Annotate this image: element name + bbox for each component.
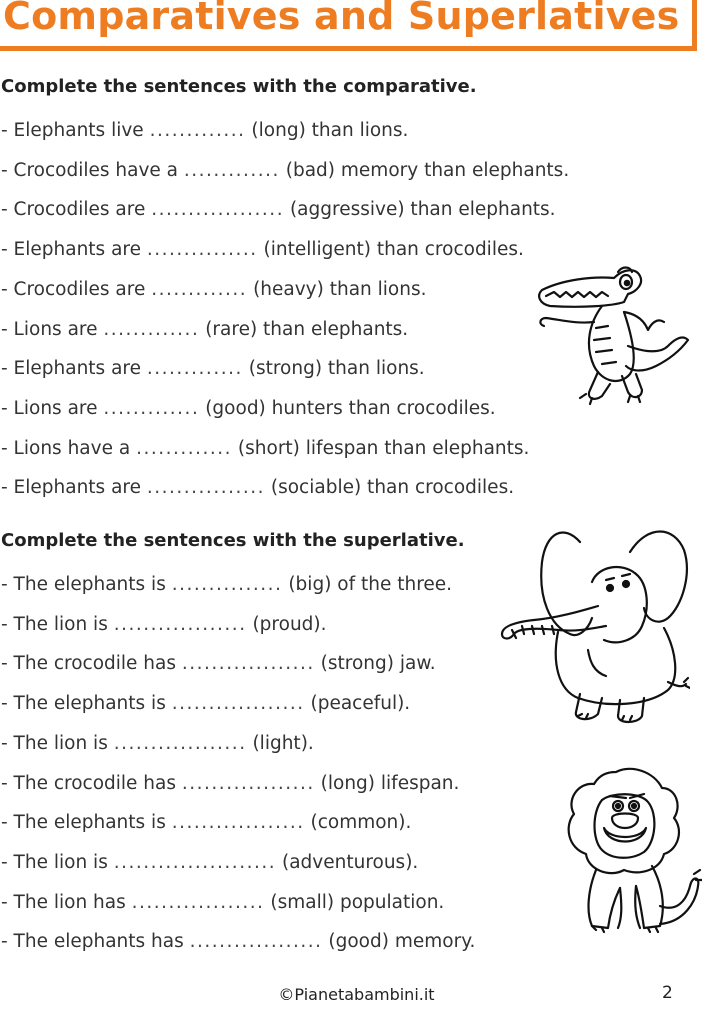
sentence-end: (long) lifespan. — [320, 772, 460, 794]
answer-blank[interactable]: ............. — [146, 358, 243, 380]
lion-illustration — [556, 766, 702, 934]
exercise-sentence — [1, 691, 410, 717]
sentence-start: - Elephants are — [1, 239, 141, 261]
sentence-start: - The lion is — [1, 613, 108, 635]
sentence-end: (bad) memory than elephants. — [285, 159, 570, 181]
sentence-end: (rare) than elephants. — [205, 318, 409, 340]
sentence-start: - The crocodile has — [1, 772, 177, 794]
sentence-end: (proud). — [252, 613, 327, 635]
answer-blank[interactable]: .................. — [171, 693, 305, 715]
answer-blank[interactable]: ............. — [183, 159, 280, 181]
sentence-end: (good) hunters than crocodiles. — [205, 397, 496, 419]
sentence-start: - The crocodile has — [1, 653, 177, 675]
answer-blank[interactable]: .................. — [151, 199, 285, 221]
sentence-start: - The elephants is — [1, 693, 166, 715]
sentence-end: (small) population. — [270, 891, 445, 913]
exercise-sentence — [1, 850, 418, 876]
answer-blank[interactable]: .................. — [113, 732, 247, 754]
answer-blank[interactable]: .................. — [171, 812, 305, 834]
sentence-start: - Crocodiles have a — [1, 159, 179, 181]
exercise-sentence — [1, 810, 411, 836]
sentence-start: - The lion has — [1, 891, 126, 913]
answer-blank[interactable]: .................. — [131, 891, 265, 913]
exercise-sentence — [1, 197, 556, 223]
answer-blank[interactable]: ............... — [171, 574, 283, 595]
crocodile-illustration — [532, 262, 694, 408]
answer-blank[interactable]: ............. — [136, 437, 233, 459]
sentence-end: (intelligent) than crocodiles. — [263, 239, 524, 261]
answer-blank[interactable]: .................. — [113, 613, 247, 635]
sentence-end: (sociable) than crocodiles. — [270, 477, 515, 499]
exercise-sentence — [1, 237, 524, 263]
sentence-start: - The elephants has — [1, 931, 184, 953]
answer-blank[interactable]: ...................... — [113, 851, 277, 873]
exercise-sentence — [1, 929, 475, 955]
sentence-end: (short) lifespan than elephants. — [237, 437, 530, 459]
answer-blank[interactable]: .................. — [181, 772, 315, 794]
answer-blank[interactable]: ............. — [103, 397, 200, 419]
sentence-start: - Lions are — [1, 397, 98, 419]
exercise-sentence — [1, 771, 459, 797]
sentence-end: (long) than lions. — [251, 120, 409, 141]
sentence-start: - Lions have a — [1, 437, 131, 459]
comparative-heading: Complete the sentences with the comparative. — [1, 76, 477, 97]
exercise-sentence — [1, 890, 444, 916]
exercise-sentence — [1, 396, 496, 422]
answer-blank[interactable]: ............. — [149, 120, 246, 141]
superlative-heading: Complete the sentences with the superlative. — [1, 530, 465, 551]
page-number: 2 — [662, 983, 673, 1003]
sentence-start: - Crocodiles are — [1, 278, 146, 300]
title-banner — [0, 0, 697, 51]
sentence-end: (common). — [310, 812, 412, 834]
sentence-start: - The lion is — [1, 851, 108, 873]
exercise-sentence — [1, 118, 408, 144]
exercise-sentence — [1, 277, 426, 303]
exercise-sentence — [1, 612, 327, 638]
answer-blank[interactable]: .................. — [181, 653, 315, 675]
page-title: Comparatives and Superlatives — [3, 0, 680, 38]
sentence-start: - The elephants is — [1, 574, 166, 595]
sentence-start: - Lions are — [1, 318, 98, 340]
copyright-footer: ©Pianetabambini.it — [278, 985, 435, 1004]
exercise-sentence — [1, 436, 529, 462]
sentence-start: - Elephants are — [1, 477, 141, 499]
answer-blank[interactable]: ............... — [146, 239, 258, 261]
sentence-end: (big) of the three. — [288, 574, 453, 595]
elephant-illustration — [498, 522, 690, 726]
sentence-end: (strong) than lions. — [248, 358, 425, 380]
sentence-start: - The elephants is — [1, 812, 166, 834]
answer-blank[interactable]: ............. — [103, 318, 200, 340]
sentence-start: - Elephants live — [1, 120, 144, 141]
sentence-end: (strong) jaw. — [320, 653, 436, 675]
exercise-sentence — [1, 356, 425, 382]
exercise-sentence — [1, 158, 569, 184]
sentence-end: (adventurous). — [281, 851, 419, 873]
exercise-sentence — [1, 475, 514, 501]
sentence-start: - Elephants are — [1, 358, 141, 380]
answer-blank[interactable]: ............. — [151, 278, 248, 300]
sentence-end: (peaceful). — [310, 693, 411, 715]
sentence-start: - Crocodiles are — [1, 199, 146, 221]
exercise-sentence — [1, 651, 436, 677]
answer-blank[interactable]: .................. — [189, 931, 323, 953]
exercise-sentence — [1, 731, 314, 757]
sentence-end: (heavy) than lions. — [253, 278, 427, 300]
exercise-sentence — [1, 572, 452, 598]
sentence-end: (light). — [252, 732, 314, 754]
sentence-end: (good) memory. — [328, 931, 476, 953]
exercise-sentence — [1, 317, 408, 343]
answer-blank[interactable]: ................ — [146, 477, 265, 499]
sentence-start: - The lion is — [1, 732, 108, 754]
sentence-end: (aggressive) than elephants. — [289, 199, 556, 221]
